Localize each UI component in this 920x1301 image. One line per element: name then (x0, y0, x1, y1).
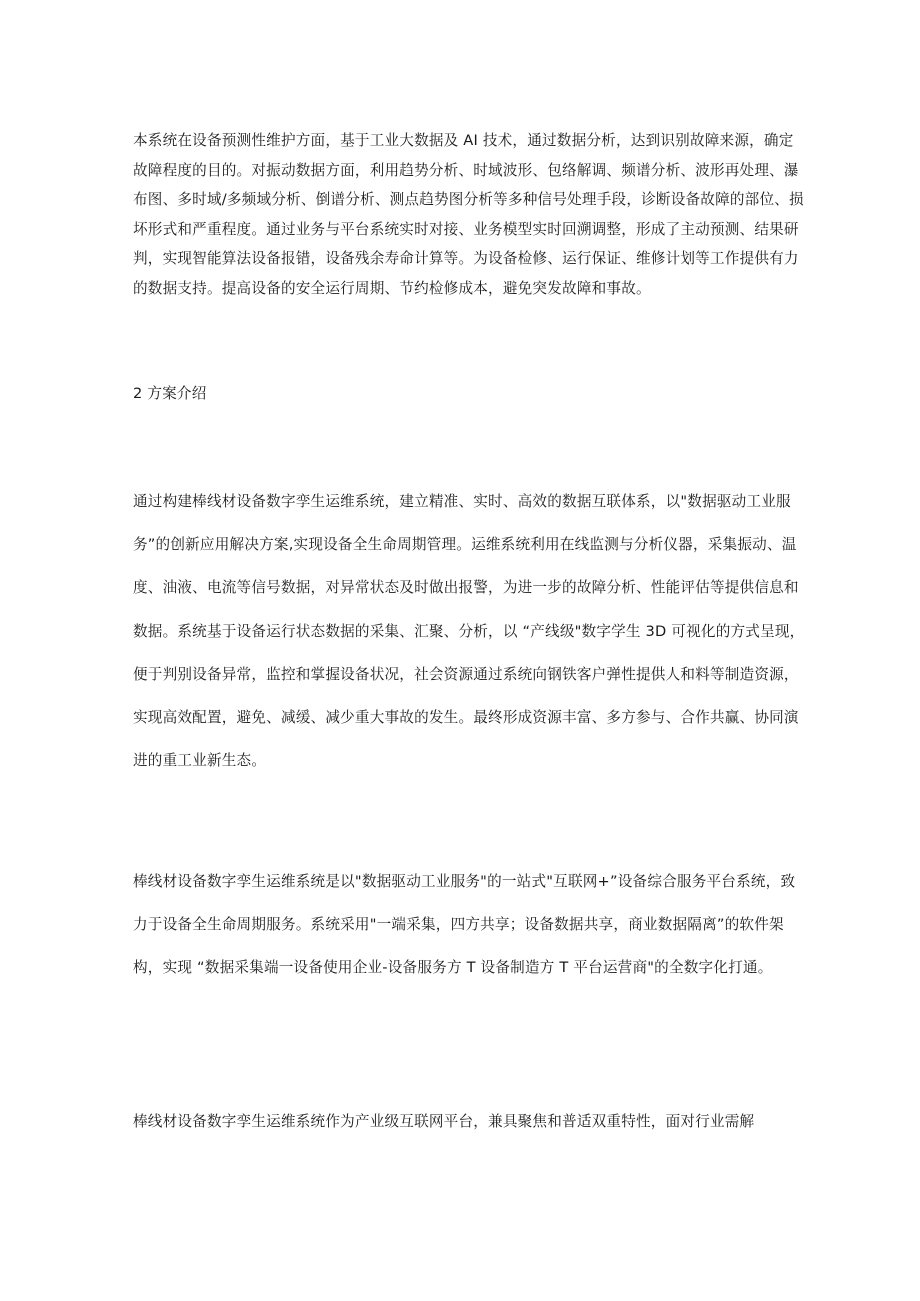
paragraph-predictive-maintenance: 本系统在设备预测性维护方面，基于工业大数据及 AI 技术，通过数据分析，达到识别故障来源，确定故障程度的目的。对振动数据方面，利用趋势分析、时域波形、包络解调、频谱分析、波形再处理、瀑布图、多时域/多频域分析、倒谱分析、测点趋势图分析等多种信号处理手段，诊断设备故障的部位、损坏形式和严重程度。通过业务与平台系统实时对接、业务模型实时回溯调整，形成了主动预测、结果研判，实现智能算法设备报错，设备残余寿命计算等。为设备检修、运行保证、维修计划等工作提供有力的数据支持。提高设备的安全运行周期、节约检修成本，避免突发故障和事故。 (133, 132, 804, 297)
paragraph-platform-architecture: 棒线材设备数字孪生运维系统是以"数据驱动工业服务"的一站式"互联网+”设备综合服务平台系统，致力于设备全生命周期服务。系统采用"一端采集，四方共享；设备数据共享，商业数据隔离”的软件架构，实现 “数据采集端一设备使用企业-设备服务方 T 设备制造方 T 平台运营商"的全数字化打通。 (133, 873, 796, 977)
paragraph-solution-overview: 通过构建棒线材设备数字孪生运维系统，建立精准、实时、高效的数据互联体系，以"数据驱动工业服务”的创新应用解决方案,实现设备全生命周期管理。运维系统利用在线监测与分析仪器，采集振动、温度、油液、电流等信号数据，对异常状态及时做出报警，为进一步的故障分析、性能评估等提供信息和数据。系统基于设备运行状态数据的采集、汇聚、分析，以 “产线级"数字学生 3D 可视化的方式呈现，便于判别设备异常，监控和掌握设备状况，社会资源通过系统向钢铁客户弹性提供人和料等制造资源，实现高效配置，避免、减缓、减少重大事故的发生。最终形成资源丰富、多方参与、合作共赢、协同演进的重工业新生态。 (133, 493, 805, 770)
section-heading: 2 方案介绍 (133, 385, 207, 402)
paragraph-industry-platform: 棒线材设备数字孪生运维系统作为产业级互联网平台，兼具聚焦和普适双重特性，面对行业需解 (133, 1113, 755, 1130)
